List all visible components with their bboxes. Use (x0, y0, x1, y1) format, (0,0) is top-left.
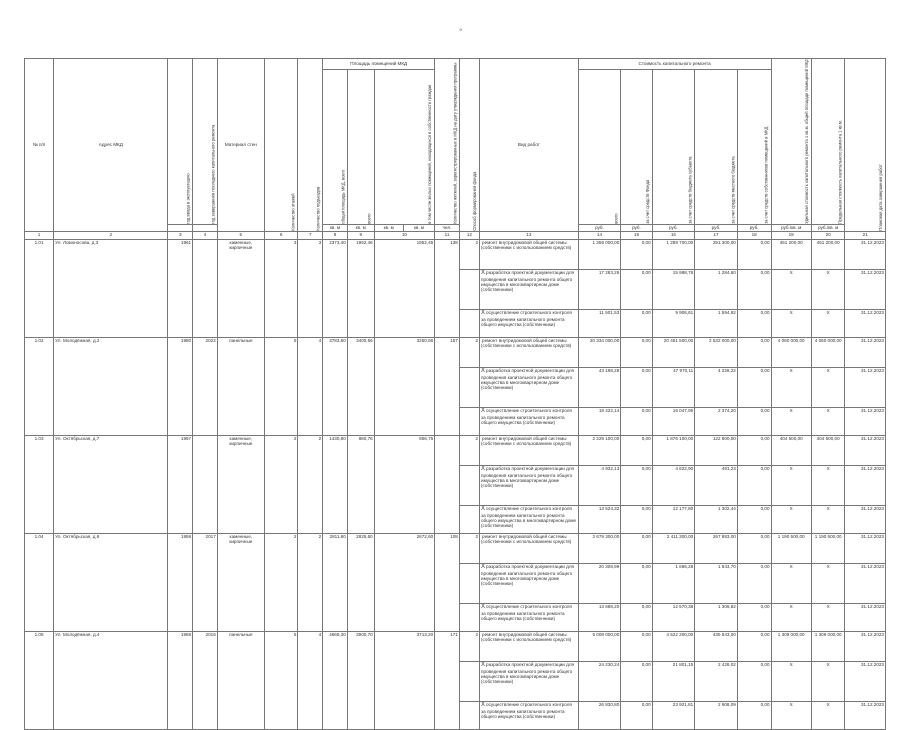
row-cost-owners: 0,00 (737, 435, 771, 465)
row-way: 2 (459, 631, 479, 661)
row-cost-owners: 0,00 (737, 533, 771, 563)
column-number: 7 (298, 231, 323, 239)
row-work-type (480, 435, 579, 465)
row-cost-owners: 0,00 (737, 337, 771, 367)
row-cost-local: 481,23 (695, 465, 738, 505)
row-floors: 3 (264, 239, 298, 337)
row-way: 2 (459, 337, 479, 367)
row-year-built: 1969 (168, 631, 193, 729)
row-cost-owners: 0,00 (737, 701, 771, 729)
row-wall-material: каменные, кирпичные (217, 435, 264, 533)
work-label: ремонт внутридомовой общей системы (собственники с использованием средств) (481, 435, 572, 447)
header-floors: Количество этажей (264, 59, 298, 232)
row-plan-date: 31.12.2023 (845, 367, 886, 407)
column-number: 2 (54, 231, 168, 239)
capital-repair-register-table (24, 58, 886, 730)
row-year-built: 1961 (168, 239, 193, 337)
row-plan-date: 31.12.2023 (845, 269, 886, 309)
row-floors: 2 (264, 435, 298, 533)
row-cost-fund: 0,00 (621, 631, 652, 661)
row-way: 2 (459, 533, 479, 563)
row-cost-owners: 0,00 (737, 465, 771, 505)
unit-people: чел. (435, 224, 460, 231)
row-cost-owners: 0,00 (737, 631, 771, 661)
row-limit-cost: X (811, 465, 845, 505)
row-limit-cost: X (811, 367, 845, 407)
row-cost-owners: 0,00 (737, 239, 771, 269)
row-way (459, 563, 479, 603)
header-cost-total: всего (578, 70, 621, 225)
row-unit-cost: X (771, 603, 811, 631)
row-cost-owners: 0,00 (737, 603, 771, 631)
row-number: 1.01 (25, 239, 54, 337)
row-cost-total: 5 008 000,00 (578, 631, 621, 661)
header-owners: за счет средств собственников помещений в МКД (737, 70, 771, 225)
work-label: осуществление строительного контроля за проведением капитального ремонта общего имущества в многоквартирном доме (собственники) (481, 505, 577, 529)
work-label: ремонт внутридомовой общей системы (собственники с использованием средств) (481, 239, 572, 251)
row-cost-subject: 16 047,95 (652, 407, 695, 435)
row-plan-date: 31.12.2023 (845, 465, 886, 505)
row-way: 2 (459, 239, 479, 269)
column-number: 6 (264, 231, 298, 239)
row-unit-cost: X (771, 465, 811, 505)
row-cost-owners: 0,00 (737, 367, 771, 407)
unit-year-1 (168, 224, 193, 231)
row-cost-fund: 0,00 (621, 435, 652, 465)
row-plan-date: 31.12.2023 (845, 505, 886, 533)
row-work-type (480, 701, 579, 729)
row-cost-subject: 20 461 500,00 (652, 337, 695, 367)
row-work-type (480, 407, 579, 435)
row-plan-date: 31.12.2023 (845, 701, 886, 729)
header-plan-date: Плановая дата завершения работ (845, 59, 886, 232)
row-cost-owners: 0,00 (737, 407, 771, 435)
row-cost-subject: 12 570,38 (652, 603, 695, 631)
header-group-cost: Стоимость капитального ремонта (578, 59, 771, 70)
row-limit-cost: X (811, 603, 845, 631)
row-wall-material: панельные (217, 337, 264, 435)
row-limit-cost: 404 500,00 (811, 435, 845, 465)
header-limit-cost: Предельная стоимость капитального ремонта 1 кв.м. (811, 59, 845, 225)
row-cost-local: 1 843,70 (695, 563, 738, 603)
unit-rub-3: руб. (652, 224, 695, 231)
row-address: Ул. Молодёжная, д.2 (54, 337, 168, 435)
header-wall: Материал стен (217, 59, 264, 232)
row-area-owned: 856,75 (374, 435, 435, 533)
row-area-owned: 3250,66 (374, 337, 435, 435)
row-cost-subject: 47 970,11 (652, 367, 695, 407)
unit-m2-1: кв. м (323, 224, 348, 231)
row-residents (435, 435, 460, 533)
row-cost-local: 1 306,82 (695, 603, 738, 631)
row-work-type (480, 661, 579, 701)
column-number: 5 (217, 231, 264, 239)
row-residents: 138 (435, 239, 460, 337)
row-cost-owners: 0,00 (737, 563, 771, 603)
column-number: 4 (193, 231, 218, 239)
row-cost-total: 20 334 000,00 (578, 337, 621, 367)
row-work-type (480, 505, 579, 533)
work-label: разработка проектной документации для проведения капитального ремонта общего имущества в многоквартирном доме (собственники) (481, 465, 574, 489)
row-cost-local: 4 228,22 (695, 367, 738, 407)
row-year-built: 1957 (168, 435, 193, 533)
row-year-last: 2022 (193, 337, 218, 435)
work-label: осуществление строительного контроля за проведением капитального ремонта общего имущества (собственники) (481, 407, 572, 425)
header-entrances: Количество подъездов (298, 59, 323, 232)
row-cost-fund: 0,00 (621, 239, 652, 269)
work-label: разработка проектной документации для проведения капитального ремонта общего имущества в многоквартирном доме (собственники) (481, 367, 574, 391)
header-way: Способ формирования фонда (459, 59, 479, 232)
row-way (459, 367, 479, 407)
row-number: 1.02 (25, 337, 54, 435)
row-cost-local: 2 908,09 (695, 701, 738, 729)
unit-rub-m2-1: руб./кв. м (771, 224, 811, 231)
row-way: 2 (459, 435, 479, 465)
row-cost-total: 17 283,26 (578, 269, 621, 309)
table-row (25, 533, 886, 563)
header-work: Вид работ (480, 59, 579, 232)
row-cost-total: 13 524,32 (578, 505, 621, 533)
row-cost-subject: 4 522 200,00 (652, 631, 695, 661)
row-cost-subject: 1 876 100,00 (652, 435, 695, 465)
row-address: Ул. Молодёжная, д.4 (54, 631, 168, 729)
work-label: ремонт внутридомовой общей системы (собственники с использованием средств) (481, 337, 572, 349)
row-floors: 5 (264, 337, 298, 435)
row-cost-subject: 15 998,76 (652, 269, 695, 309)
row-way (459, 701, 479, 729)
table-row (25, 435, 886, 465)
header-unit-cost: Удельная стоимость капитального ремонта 1 кв.м. общей площади помещений МКД (771, 59, 811, 225)
row-wall-material: панельные (217, 631, 264, 729)
row-residents: 108 (435, 533, 460, 631)
unit-m2-2: кв. м (347, 224, 374, 231)
work-mark: X (481, 269, 486, 276)
row-wall-material: каменные, кирпичные (217, 533, 264, 631)
column-number: 11 (435, 231, 460, 239)
work-mark: X (481, 661, 486, 668)
row-cost-total: 2 229 100,00 (578, 435, 621, 465)
row-cost-fund: 0,00 (621, 701, 652, 729)
row-cost-owners: 0,00 (737, 309, 771, 337)
row-address: Ул. Октябрьская, д.7 (54, 435, 168, 533)
row-residents: 171 (435, 631, 460, 729)
row-cost-total: 11 501,53 (578, 309, 621, 337)
row-address: Ул. Ломоносова, д.3 (54, 239, 168, 337)
row-work-type (480, 337, 579, 367)
row-limit-cost: X (811, 701, 845, 729)
column-number: 14 (578, 231, 621, 239)
row-work-type (480, 533, 579, 563)
row-cost-local: 1 302,44 (695, 505, 738, 533)
row-limit-cost: 451 200,00 (811, 239, 845, 269)
work-label: осуществление строительного контроля за проведением капитального ремонта общего имущества (собственники) (481, 701, 572, 719)
row-cost-fund: 0,00 (621, 505, 652, 533)
unit-year-2 (193, 224, 218, 231)
row-unit-cost: X (771, 563, 811, 603)
row-way (459, 661, 479, 701)
row-cost-subject: 12 177,80 (652, 505, 695, 533)
row-area-all: 2825,60 (347, 533, 374, 631)
column-number: 8 (323, 231, 348, 239)
row-floors: 2 (264, 533, 298, 631)
row-work-type (480, 367, 579, 407)
row-way (459, 603, 479, 631)
row-limit-cost: X (811, 661, 845, 701)
header-group-area: Площадь помещений МКД (323, 59, 435, 70)
header-area-all: всего (347, 70, 374, 225)
row-cost-subject: 1 666,28 (652, 563, 695, 603)
row-cost-subject: 21 801,15 (652, 661, 695, 701)
work-mark: X (481, 367, 486, 374)
row-cost-fund: 0,00 (621, 337, 652, 367)
row-entrances: 2 (298, 435, 323, 533)
row-total-area: 4666,30 (323, 631, 348, 729)
work-mark: X (481, 603, 486, 610)
row-limit-cost: X (811, 563, 845, 603)
row-cost-subject: 4 622,90 (652, 465, 695, 505)
row-cost-fund: 0,00 (621, 367, 652, 407)
row-cost-owners: 0,00 (737, 505, 771, 533)
header-residents: Количество жителей, зарегистрированных в МКД на дату утверждения программы (435, 59, 460, 225)
row-total-area: 3783,80 (323, 337, 348, 435)
row-area-owned: 1952,46 (374, 239, 435, 337)
row-floors: 5 (264, 631, 298, 729)
work-label: разработка проектной документации для проведения капитального ремонта общего имущества в многоквартирном доме (собственники) (481, 661, 574, 685)
table-row (25, 239, 886, 269)
row-year-last: 2017 (193, 533, 218, 631)
row-plan-date: 31.12.2023 (845, 563, 886, 603)
row-cost-local: 2 532 000,00 (695, 337, 738, 367)
row-way (459, 269, 479, 309)
row-entrances: 2 (298, 533, 323, 631)
row-cost-fund: 0,00 (621, 407, 652, 435)
row-area-owned: 3713,20 (374, 631, 435, 729)
row-residents: 157 (435, 337, 460, 435)
row-work-type (480, 631, 579, 661)
column-number: 9 (347, 231, 374, 239)
header-fund: за счет средств Фонда (621, 70, 652, 225)
row-work-type (480, 465, 579, 505)
row-unit-cost: 451 200,00 (771, 239, 811, 269)
work-label: разработка проектной документации для проведения капитального ремонта общего имущества в многоквартирном доме (собственники) (481, 269, 574, 293)
row-cost-total: 2 679 300,00 (578, 533, 621, 563)
table-row (25, 337, 886, 367)
unit-rub-5: руб. (737, 224, 771, 231)
row-entrances: 4 (298, 337, 323, 435)
row-cost-fund: 0,00 (621, 309, 652, 337)
work-mark: X (481, 563, 486, 570)
row-unit-cost: X (771, 505, 811, 533)
row-limit-cost: 1 309 000,00 (811, 631, 845, 661)
row-work-type (480, 563, 579, 603)
work-mark: X (481, 701, 486, 708)
row-unit-cost: 404 500,00 (771, 435, 811, 465)
row-limit-cost: 4 060 000,00 (811, 337, 845, 367)
column-number: 1 (25, 231, 54, 239)
row-total-area: 1430,80 (323, 435, 348, 533)
unit-rub-m2-2: руб./кв. м (811, 224, 845, 231)
row-cost-fund: 0,00 (621, 603, 652, 631)
row-cost-local: 2 428,02 (695, 661, 738, 701)
row-entrances: 4 (298, 631, 323, 729)
row-total-area: 2811,80 (323, 533, 348, 631)
row-cost-owners: 0,00 (737, 661, 771, 701)
row-wall-material: каменные, кирпичные (217, 239, 264, 337)
row-cost-subject: 9 906,61 (652, 309, 695, 337)
row-cost-fund: 0,00 (621, 465, 652, 505)
row-plan-date: 31.12.2023 (845, 435, 886, 465)
column-number: 20 (811, 231, 845, 239)
row-area-all: 880,76 (347, 435, 374, 533)
work-label: разработка проектной документации для проведения капитального ремонта общего имущества в многоквартирном доме (собственники) (481, 563, 574, 587)
column-number: 12 (459, 231, 479, 239)
header-area-owned: в том числе жилых помещений, находящихся в собственности граждан (374, 70, 435, 225)
row-cost-fund: 0,00 (621, 563, 652, 603)
column-number: 13 (480, 231, 579, 239)
row-plan-date: 31.12.2023 (845, 631, 886, 661)
row-plan-date: 31.12.2023 (845, 239, 886, 269)
row-plan-date: 31.12.2023 (845, 603, 886, 631)
row-plan-date: 31.12.2023 (845, 407, 886, 435)
row-year-built: 1959 (168, 533, 193, 631)
row-unit-cost: X (771, 309, 811, 337)
row-work-type (480, 309, 579, 337)
row-area-all: 3400,66 (347, 337, 374, 435)
row-limit-cost: X (811, 309, 845, 337)
row-unit-cost: 1 190 500,00 (771, 533, 811, 563)
row-plan-date: 31.12.2023 (845, 661, 886, 701)
row-cost-total: 1 359 000,00 (578, 239, 621, 269)
row-cost-local: 267 883,00 (695, 533, 738, 563)
row-cost-total: 43 198,28 (578, 367, 621, 407)
row-year-last (193, 435, 218, 533)
row-cost-local: 122 800,00 (695, 435, 738, 465)
unit-rub-2: руб. (621, 224, 652, 231)
row-cost-fund: 0,00 (621, 661, 652, 701)
row-cost-local: 1 284,50 (695, 269, 738, 309)
header-budget-local: за счет средств местного бюджета (695, 70, 738, 225)
row-area-all: 1952,46 (347, 239, 374, 337)
row-cost-local: 251 300,00 (695, 239, 738, 269)
row-area-all: 3900,70 (347, 631, 374, 729)
row-limit-cost: X (811, 407, 845, 435)
row-cost-local: 1 594,92 (695, 309, 738, 337)
row-plan-date: 31.12.2023 (845, 533, 886, 563)
header-year-last: год завершения последнего капитального ремонта (193, 59, 218, 225)
row-cost-subject: 23 921,81 (652, 701, 695, 729)
row-number: 1.05 (25, 631, 54, 729)
column-number: 10 (374, 231, 435, 239)
unit-rub-4: руб. (695, 224, 738, 231)
row-limit-cost: X (811, 505, 845, 533)
column-number: 3 (168, 231, 193, 239)
row-cost-local: 435 843,00 (695, 631, 738, 661)
work-label: ремонт внутридомовой общей системы (собственники с использованием средств) (481, 631, 572, 643)
row-cost-total: 26 830,80 (578, 701, 621, 729)
row-cost-total: 13 688,20 (578, 603, 621, 631)
column-number: 16 (652, 231, 695, 239)
row-area-owned: 2672,60 (374, 533, 435, 631)
row-cost-owners: 0,00 (737, 269, 771, 309)
column-number: 18 (737, 231, 771, 239)
header-budget-subject: за счет средств бюджета субъекта (652, 70, 695, 225)
row-unit-cost: 4 060 000,00 (771, 337, 811, 367)
row-cost-local: 2 374,20 (695, 407, 738, 435)
row-work-type (480, 603, 579, 631)
row-way (459, 309, 479, 337)
row-unit-cost: X (771, 701, 811, 729)
header-year-built: год ввода в эксплуатацию (168, 59, 193, 225)
column-number: 17 (695, 231, 738, 239)
row-work-type (480, 239, 579, 269)
unit-m2-4: кв. м (403, 224, 434, 231)
row-limit-cost: 1 190 500,00 (811, 533, 845, 563)
unit-m2-3: кв. м (374, 224, 403, 231)
row-address: Ул. Октябрьская, д.9 (54, 533, 168, 631)
row-cost-total: 4 932,13 (578, 465, 621, 505)
row-cost-fund: 0,00 (621, 269, 652, 309)
row-unit-cost: X (771, 367, 811, 407)
row-unit-cost: X (771, 661, 811, 701)
row-work-type (480, 269, 579, 309)
row-plan-date: 31.12.2023 (845, 337, 886, 367)
table-row (25, 631, 886, 661)
work-mark: X (481, 505, 486, 512)
work-mark: X (481, 309, 486, 316)
row-cost-total: 18 422,14 (578, 407, 621, 435)
header-n: № п/п (25, 59, 54, 232)
column-numbers-row (25, 231, 886, 239)
row-way (459, 407, 479, 435)
row-cost-total: 24 230,24 (578, 661, 621, 701)
row-unit-cost: X (771, 407, 811, 435)
work-label: осуществление строительного контроля за проведением капитального ремонта общего имущества (собственники) (481, 309, 572, 327)
header-total-area: общая площадь МКД, всего (323, 70, 348, 225)
unit-rub-1: руб. (578, 224, 621, 231)
row-cost-fund: 0,00 (621, 533, 652, 563)
work-mark: X (481, 465, 486, 472)
work-label: осуществление строительного контроля за проведением капитального ремонта общего имущества (собственники) (481, 603, 572, 621)
row-cost-subject: 2 411 300,00 (652, 533, 695, 563)
row-number: 1.04 (25, 533, 54, 631)
header-address: Адрес МКД (54, 59, 168, 232)
row-entrances: 3 (298, 239, 323, 337)
row-unit-cost: 1 309 000,00 (771, 631, 811, 661)
row-limit-cost: X (811, 269, 845, 309)
row-way (459, 465, 479, 505)
row-total-area: 2373,40 (323, 239, 348, 337)
row-number: 1.03 (25, 435, 54, 533)
row-plan-date: 31.12.2023 (845, 309, 886, 337)
row-year-last: 2016 (193, 631, 218, 729)
row-cost-subject: 1 289 700,00 (652, 239, 695, 269)
row-cost-total: 20 308,99 (578, 563, 621, 603)
work-label: ремонт внутридомовой общей системы (собственники с использованием средств) (481, 533, 572, 545)
column-number: 19 (771, 231, 811, 239)
row-year-last (193, 239, 218, 337)
column-number: 15 (621, 231, 652, 239)
page-mark: ° (459, 27, 463, 37)
row-unit-cost: X (771, 269, 811, 309)
row-year-built: 1980 (168, 337, 193, 435)
column-number: 21 (845, 231, 886, 239)
row-way (459, 505, 479, 533)
work-mark: X (481, 407, 486, 414)
